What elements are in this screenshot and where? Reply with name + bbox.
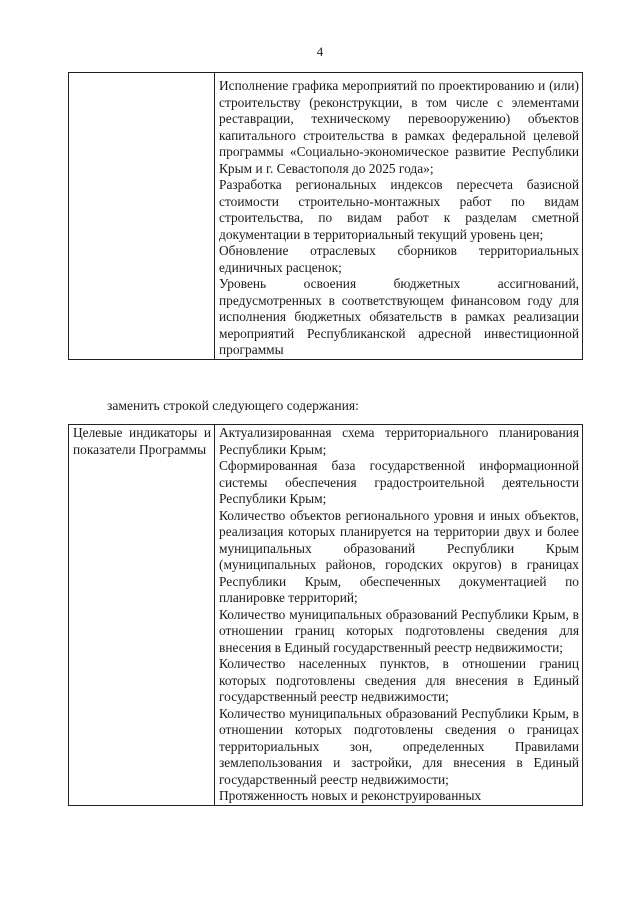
- indicator-paragraph: Исполнение графика мероприятий по проектированию и (или) строительству (реконструкции, в том числе с элементами реставрации, техническому перевооружению) объектов капитального строительства в рамках федеральной целевой программы «Социально-экономическое развитие Республики Крым и г. Севастополя до 2025 года»;: [219, 78, 579, 176]
- indicator-paragraph: Разработка региональных индексов пересчета базисной стоимости строительно-монтажных работ по видам строительства, по видам работ к разделам сметной документации в территориальный текущий уровень цен;: [219, 177, 579, 242]
- intro-text: заменить строкой следующего содержания:: [107, 398, 359, 413]
- indicator-paragraph: Количество муниципальных образований Республики Крым, в отношении которых подготовлены сведения о границах территориальных зон, определенных Правилами землепользования и застройки, для внесения в Единый государственный реестр недвижимости;: [219, 705, 579, 787]
- table-cell-left: Целевые индикаторы и показатели Программы: [69, 425, 215, 806]
- indicator-paragraph: Количество объектов регионального уровня и иных объектов, реализация которых планируется на территории двух и более муниципальных образований Республики Крым (муниципальных районов, городских округов) в границах Республики Крым, обеспеченных документацией по планировке территорий;: [219, 507, 579, 605]
- indicator-paragraph: Сформированная база государственной информационной системы обеспечения градостроительной деятельности Республики Крым;: [219, 458, 579, 506]
- table-row: [69, 73, 583, 360]
- table-cell-right: [215, 425, 583, 806]
- bottom-table: [68, 424, 583, 806]
- top-table: [68, 72, 583, 360]
- indicator-paragraph: Протяженность новых и реконструированных: [219, 788, 482, 803]
- table-row: [69, 425, 583, 806]
- indicator-paragraph: Актуализированная схема территориального планирования Республики Крым;: [219, 425, 579, 457]
- indicator-paragraph: Обновление отраслевых сборников территориальных единичных расценок;: [219, 243, 579, 275]
- indicator-paragraph: Уровень освоения бюджетных ассигнований, предусмотренных в соответствующем финансовом году для исполнения бюджетных обязательств в рамках реализации мероприятий Республиканской адресной инвестиционной программы: [219, 276, 579, 357]
- table-cell-right: [215, 73, 583, 360]
- page-number: 4: [316, 44, 324, 59]
- table-cell-left: [69, 73, 215, 360]
- indicator-paragraph: Количество муниципальных образований Республики Крым, в отношении границ которых подготовлены сведения для внесения в Единый государственный реестр недвижимости;: [219, 606, 579, 655]
- indicator-paragraph: Количество населенных пунктов, в отношении границ которых подготовлены сведения для внесения в Единый государственный реестр недвижимости;: [219, 656, 579, 704]
